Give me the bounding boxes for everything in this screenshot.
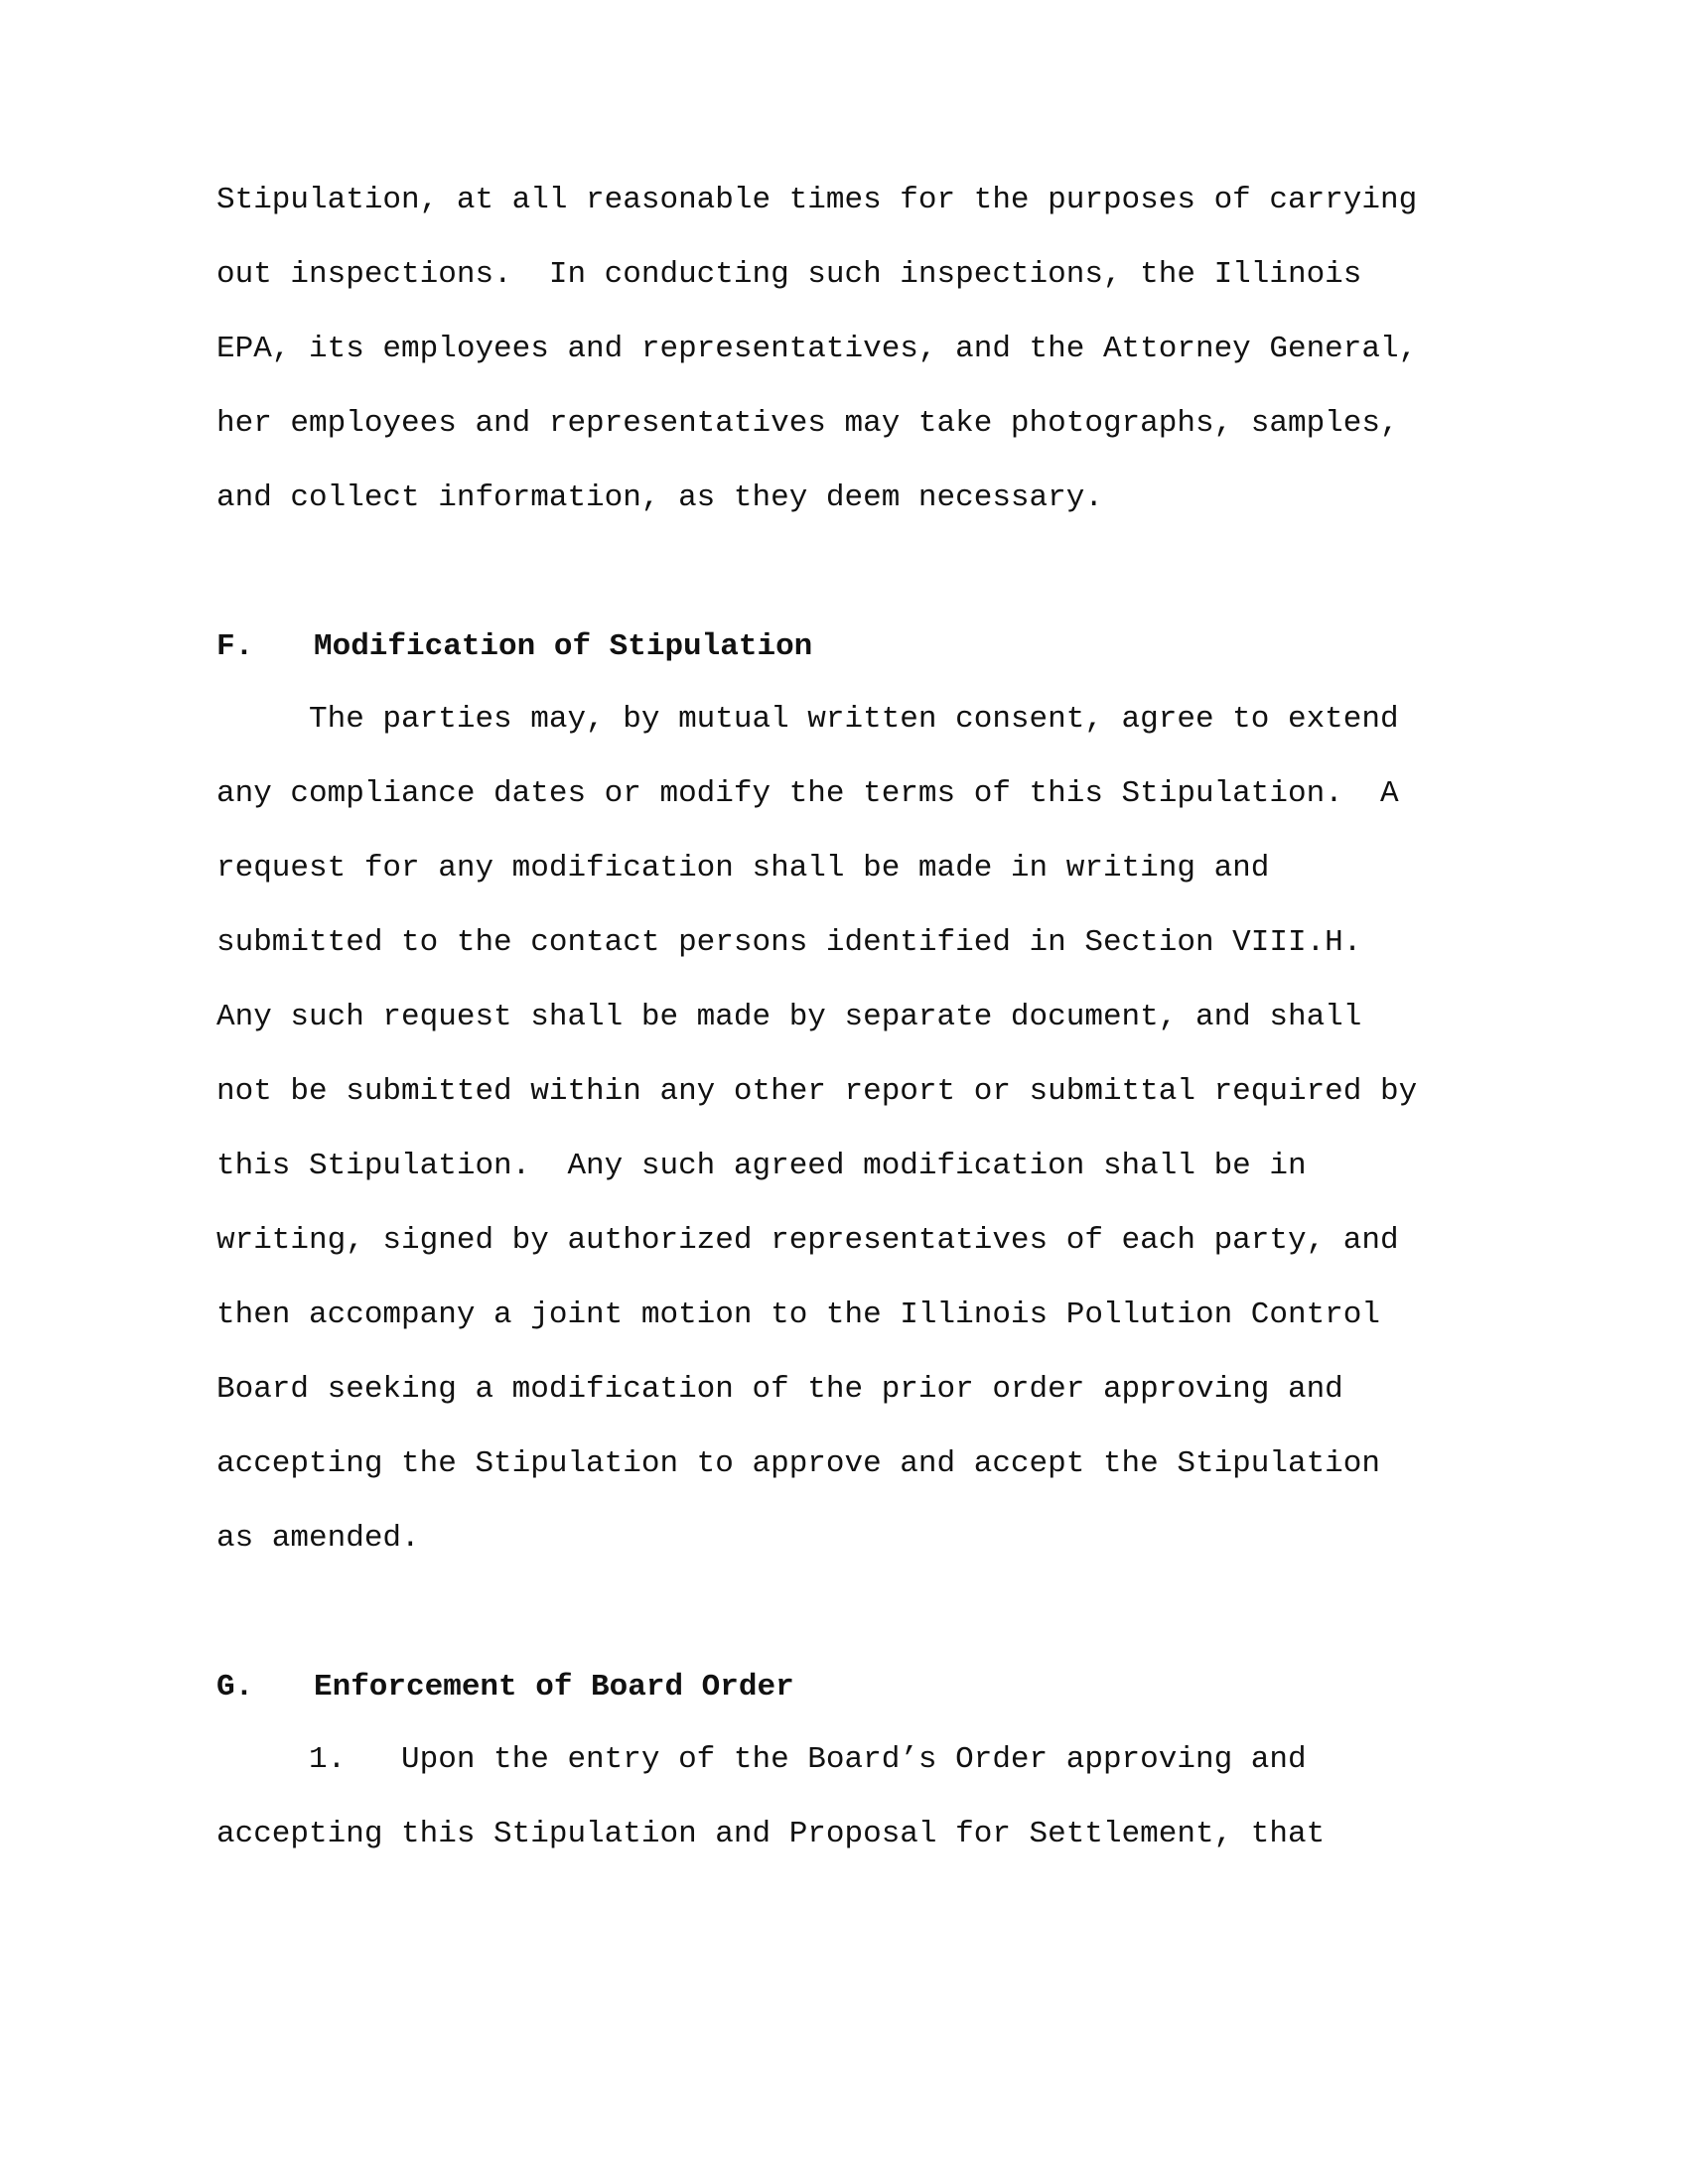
text-line: 1. Upon the entry of the Board’s Order approving and [216, 1742, 1307, 1777]
text-line: EPA, its employees and representatives, and the Attorney General, [216, 332, 1418, 366]
text-line: then accompany a joint motion to the Illinois Pollution Control [216, 1297, 1380, 1332]
text-line: writing, signed by authorized representatives of each party, and [216, 1223, 1399, 1258]
text-line: request for any modification shall be made in writing and [216, 851, 1270, 886]
text-line: The parties may, by mutual written consent, agree to extend [216, 702, 1399, 737]
section-f-title: Modification of Stipulation [314, 629, 813, 664]
text-line: not be submitted within any other report or submittal required by [216, 1074, 1418, 1109]
section-g-title: Enforcement of Board Order [314, 1670, 794, 1705]
text-line: as amended. [216, 1521, 420, 1556]
text-line: this Stipulation. Any such agreed modification shall be in [216, 1149, 1307, 1183]
text-line: and collect information, as they deem necessary. [216, 480, 1103, 515]
text-line: her employees and representatives may take photographs, samples, [216, 406, 1399, 441]
text-line: accepting the Stipulation to approve and accept the Stipulation [216, 1446, 1380, 1481]
text-line: Board seeking a modification of the prior order approving and [216, 1372, 1343, 1407]
text-line: Any such request shall be made by separate document, and shall [216, 1000, 1362, 1034]
text-line: submitted to the contact persons identified in Section VIII.H. [216, 925, 1362, 960]
text-line: any compliance dates or modify the terms of this Stipulation. A [216, 776, 1399, 811]
text-line: out inspections. In conducting such inspections, the Illinois [216, 257, 1362, 292]
text-line: accepting this Stipulation and Proposal for Settlement, that [216, 1817, 1326, 1851]
section-f-letter: F. [216, 629, 254, 664]
text-line: Stipulation, at all reasonable times for the purposes of carrying [216, 183, 1418, 217]
section-g-letter: G. [216, 1670, 254, 1705]
